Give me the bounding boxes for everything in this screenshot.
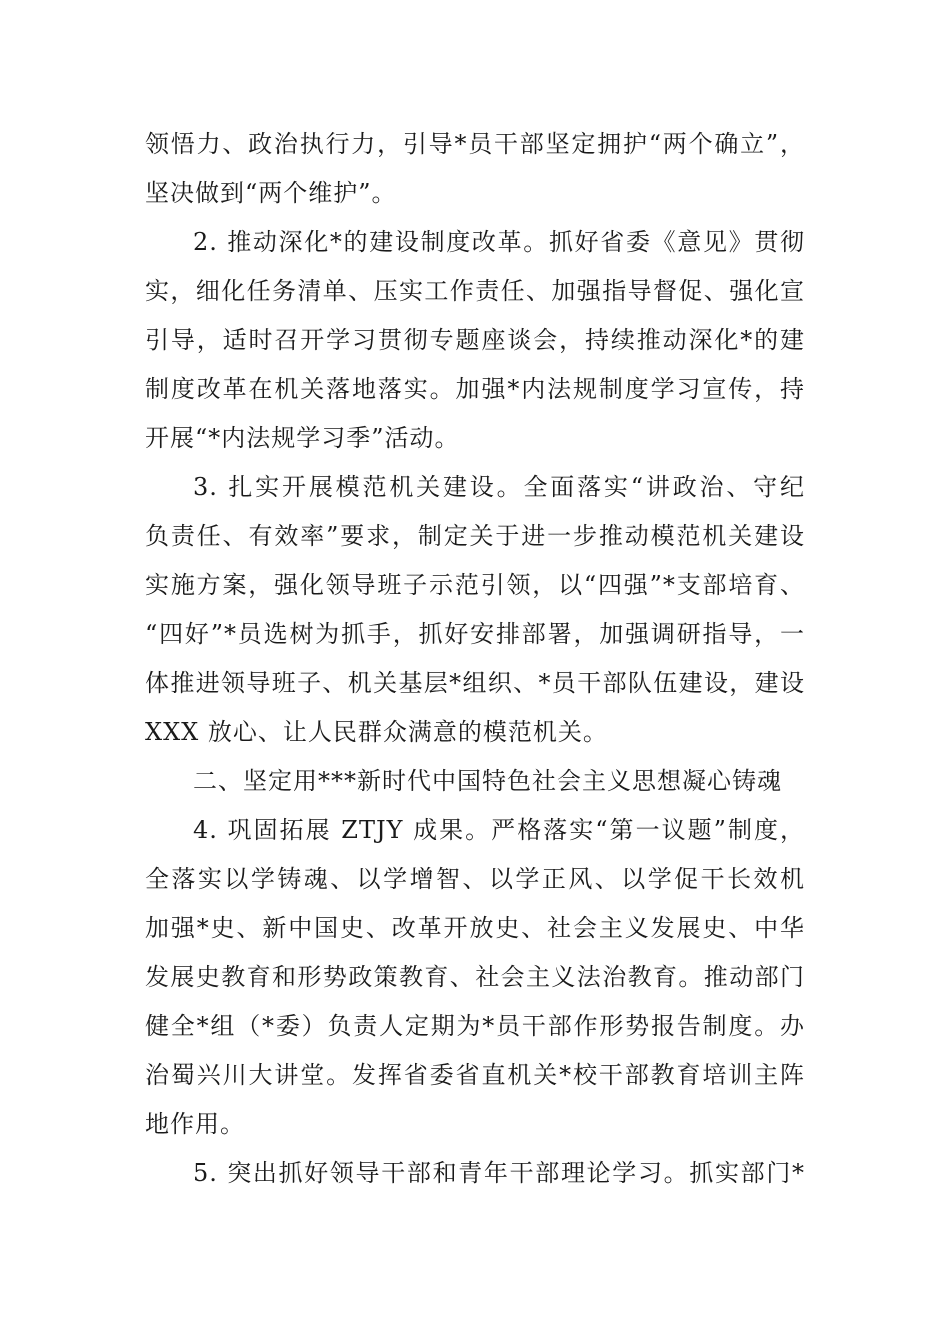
paragraph-line: 领悟力、政治执行力，引导*员干部坚定拥护“两个确立”， [145, 130, 805, 158]
section-4-title-line: 4. 巩固拓展 ZTJY 成果。严格落实“第一议题”制度， [193, 816, 805, 844]
paragraph-line: 全落实以学铸魂、以学增智、以学正风、以学促干长效机 [145, 865, 805, 893]
section-2-title-line: 2. 推动深化*的建设制度改革。抓好省委《意见》贯彻 [193, 228, 805, 256]
paragraph-line: 实，细化任务清单、压实工作责任、加强指导督促、强化宣 [145, 277, 805, 305]
section-3-title-line: 3. 扎实开展模范机关建设。全面落实“讲政治、守纪 [193, 473, 805, 501]
section-5-title-line: 5. 突出抓好领导干部和青年干部理论学习。抓实部门* [193, 1159, 805, 1187]
chapter-heading: 二、坚定用***新时代中国特色社会主义思想凝心铸魂 [193, 767, 782, 795]
document-body [145, 120, 805, 1198]
paragraph-line: 体推进领导班子、机关基层*组织、*员干部队伍建设，建设 [145, 669, 805, 697]
paragraph-line: 引导，适时召开学习贯彻专题座谈会，持续推动深化*的建 [145, 326, 805, 354]
paragraph-line: 加强*史、新中国史、改革开放史、社会主义发展史、中华 [145, 914, 805, 942]
paragraph-line: 坚决做到“两个维护”。 [145, 179, 397, 207]
paragraph-line: 治蜀兴川大讲堂。发挥省委省直机关*校干部教育培训主阵 [145, 1061, 805, 1089]
paragraph-line: 健全*组（*委）负责人定期为*员干部作形势报告制度。办 [145, 1012, 805, 1040]
paragraph-line: XXX 放心、让人民群众满意的模范机关。 [145, 718, 608, 746]
paragraph-line: 地作用。 [145, 1110, 245, 1138]
paragraph-line: “四好”*员选树为抓手，抓好安排部署，加强调研指导，一 [145, 620, 805, 648]
paragraph-line: 实施方案，强化领导班子示范引领，以“四强”*支部培育、 [145, 571, 805, 599]
paragraph-line: 开展“*内法规学习季”活动。 [145, 424, 460, 452]
paragraph-line: 负责任、有效率”要求，制定关于进一步推动模范机关建设 [145, 522, 805, 550]
paragraph-line: 制度改革在机关落地落实。加强*内法规制度学习宣传，持 [145, 375, 805, 403]
paragraph-line: 发展史教育和形势政策教育、社会主义法治教育。推动部门 [145, 963, 805, 991]
